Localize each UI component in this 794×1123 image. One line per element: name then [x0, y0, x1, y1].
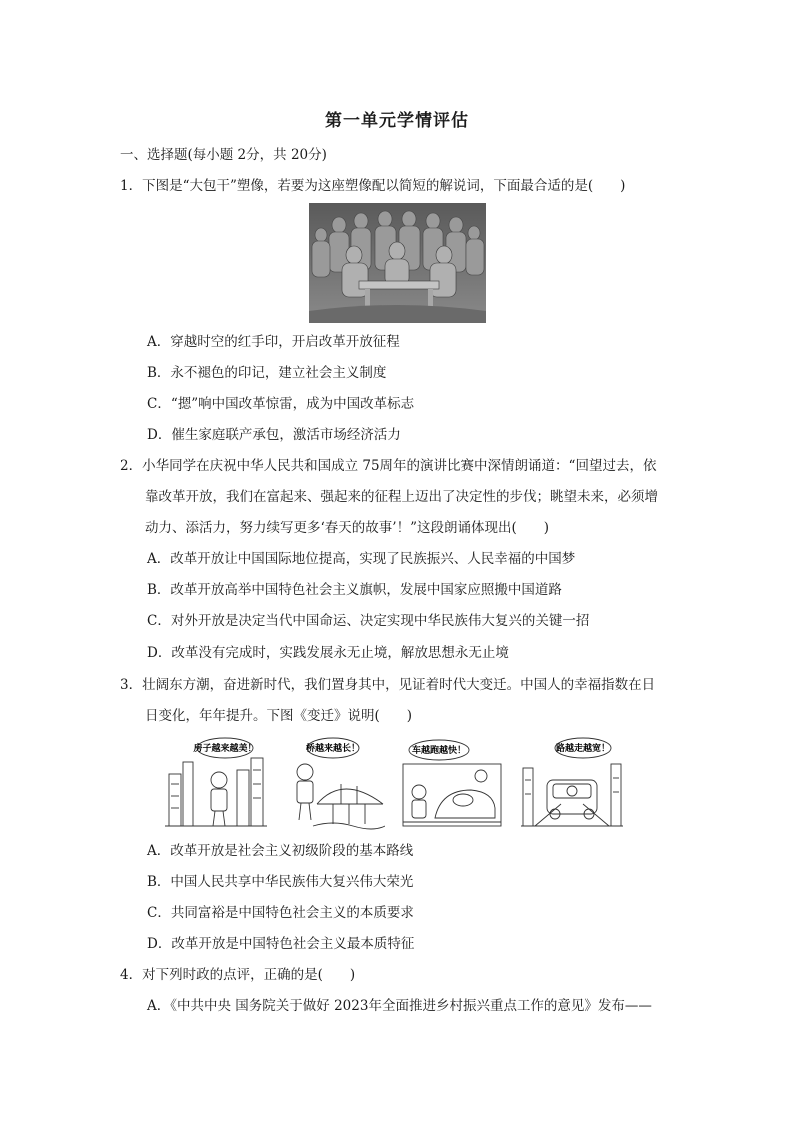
sculpture-photo [309, 203, 486, 323]
cartoon-road [521, 734, 623, 830]
section-heading: 一、选择题(每小题 2分，共 20分) [120, 147, 327, 163]
q1-option-a: A．穿越时空的红手印，开启改革开放征程 [147, 334, 400, 350]
q1-option-c: C．“摁”响中国改革惊雷，成为中国改革标志 [147, 396, 415, 412]
cartoon-bridge [283, 734, 385, 830]
question-2-line-2: 靠改革开放，我们在富起来、强起来的征程上迈出了决定性的步伐；眺望未来，必须增 [145, 489, 658, 505]
question-2-line-3: 动力、添活力，努力续写更多‘春天的故事’！”这段朗诵体现出( ) [145, 520, 550, 536]
q3-option-c: C．共同富裕是中国特色社会主义的本质要求 [147, 905, 414, 921]
cartoon-strip [165, 734, 627, 830]
cartoon-4-caption: 路越走越宽！ [555, 744, 611, 754]
q3-option-d: D．改革开放是中国特色社会主义最本质特征 [147, 936, 415, 952]
question-3-line-2: 日变化，年年提升。下图《变迁》说明( ) [145, 708, 413, 724]
question-2-line-1: 2．小华同学在庆祝中华人民共和国成立 75周年的演讲比赛中深情朗诵道：“回望过去，依 [120, 458, 657, 474]
q2-option-b: B．改革开放高举中国特色社会主义旗帜，发展中国家应照搬中国道路 [147, 582, 562, 598]
q3-option-a: A．改革开放是社会主义初级阶段的基本路线 [147, 843, 414, 859]
q2-option-a: A．改革开放让中国国际地位提高，实现了民族振兴、人民幸福的中国梦 [147, 551, 576, 567]
cartoon-train [401, 734, 503, 830]
cartoon-3-caption: 车越跑越快！ [411, 746, 467, 756]
bridge-icon [283, 734, 385, 830]
car-road-icon [521, 734, 623, 830]
sculpture-image [309, 203, 486, 323]
page-title: 第一单元学情评估 [325, 111, 469, 131]
cartoon-2-caption: 桥越来越长！ [305, 744, 361, 754]
q2-option-c: C．对外开放是决定当代中国命运、决定实现中华民族伟大复兴的关键一招 [147, 613, 590, 629]
question-1-stem: 1．下图是“大包干”塑像，若要为这座塑像配以简短的解说词，下面最合适的是( ) [120, 178, 626, 194]
q4-option-a: A．《中共中央 国务院关于做好 2023年全面推进乡村振兴重点工作的意见》发布—— [147, 998, 652, 1014]
question-4-stem: 4．对下列时政的点评，正确的是( ) [120, 967, 356, 983]
question-3-line-1: 3．壮阔东方潮，奋进新时代，我们置身其中，见证着时代大变迁。中国人的幸福指数在日 [120, 677, 656, 693]
cartoon-1-caption: 房子越来越美！ [193, 744, 257, 754]
q3-option-b: B．中国人民共享中华民族伟大复兴伟大荣光 [147, 874, 414, 890]
cartoon-houses [165, 734, 267, 830]
q1-option-b: B．永不褪色的印记，建立社会主义制度 [147, 365, 387, 381]
train-icon [401, 734, 503, 830]
city-buildings-icon [165, 734, 267, 830]
q2-option-d: D．改革没有完成时，实践发展永无止境，解放思想永无止境 [147, 645, 509, 661]
q1-option-d: D．催生家庭联产承包，激活市场经济活力 [147, 427, 401, 443]
